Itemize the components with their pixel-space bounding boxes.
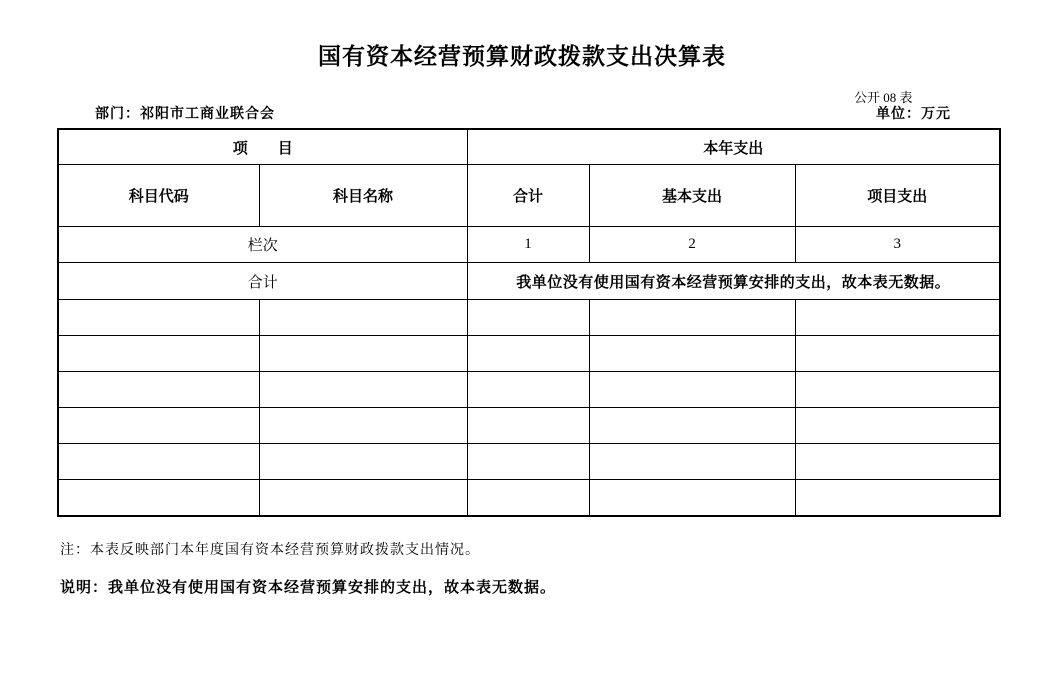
empty-cell — [58, 444, 259, 480]
total-row-label: 合计 — [58, 263, 467, 300]
column-index-row — [58, 227, 1000, 263]
footnote-note: 注：本表反映部门本年度国有资本经营预算财政拨款支出情况。 — [60, 543, 480, 558]
empty-cell — [589, 336, 795, 372]
column-index-label: 栏次 — [58, 227, 467, 263]
header-basic-expense: 基本支出 — [589, 165, 795, 227]
empty-cell — [795, 336, 1000, 372]
column-index-1: 1 — [467, 227, 589, 263]
header-year-expense-group: 本年支出 — [467, 129, 1000, 165]
department-label: 部门：祁阳市工商业联合会 — [95, 107, 275, 122]
table-header-group-row — [58, 129, 1000, 165]
expenditure-table — [57, 128, 1001, 517]
empty-table-row — [58, 408, 1000, 444]
empty-cell — [467, 444, 589, 480]
empty-cell — [259, 300, 467, 336]
empty-table-row — [58, 444, 1000, 480]
unit-label: 单位：万元 — [876, 107, 951, 122]
empty-cell — [589, 408, 795, 444]
empty-cell — [259, 408, 467, 444]
page-title: 国有资本经营预算财政拨款支出决算表 — [318, 43, 726, 69]
empty-cell — [467, 300, 589, 336]
empty-cell — [795, 300, 1000, 336]
column-index-2: 2 — [589, 227, 795, 263]
header-total: 合计 — [467, 165, 589, 227]
empty-table-row — [58, 300, 1000, 336]
table-code-label: 公开 08 表 — [854, 90, 913, 105]
empty-cell — [467, 480, 589, 517]
empty-cell — [467, 408, 589, 444]
header-subject-code: 科目代码 — [58, 165, 259, 227]
empty-cell — [467, 336, 589, 372]
empty-cell — [58, 372, 259, 408]
empty-cell — [795, 444, 1000, 480]
table-header-columns-row — [58, 165, 1000, 227]
empty-cell — [259, 336, 467, 372]
empty-cell — [589, 372, 795, 408]
empty-cell — [589, 300, 795, 336]
empty-cell — [259, 444, 467, 480]
empty-cell — [795, 480, 1000, 517]
footnote-explanation: 说明：我单位没有使用国有资本经营预算安排的支出，故本表无数据。 — [60, 580, 557, 596]
empty-cell — [58, 408, 259, 444]
empty-cell — [589, 480, 795, 517]
header-subject-name: 科目名称 — [259, 165, 467, 227]
empty-table-row — [58, 336, 1000, 372]
empty-cell — [589, 444, 795, 480]
empty-cell — [795, 372, 1000, 408]
empty-cell — [58, 300, 259, 336]
empty-cell — [795, 408, 1000, 444]
empty-cell — [467, 372, 589, 408]
header-project-expense: 项目支出 — [795, 165, 1000, 227]
empty-cell — [58, 336, 259, 372]
empty-cell — [259, 480, 467, 517]
total-row-note: 我单位没有使用国有资本经营预算安排的支出，故本表无数据。 — [467, 263, 1000, 300]
empty-table-row — [58, 372, 1000, 408]
column-index-3: 3 — [795, 227, 1000, 263]
empty-table-row — [58, 480, 1000, 517]
total-row — [58, 263, 1000, 300]
empty-cell — [259, 372, 467, 408]
empty-cell — [58, 480, 259, 517]
header-item-group: 项 目 — [58, 129, 467, 165]
